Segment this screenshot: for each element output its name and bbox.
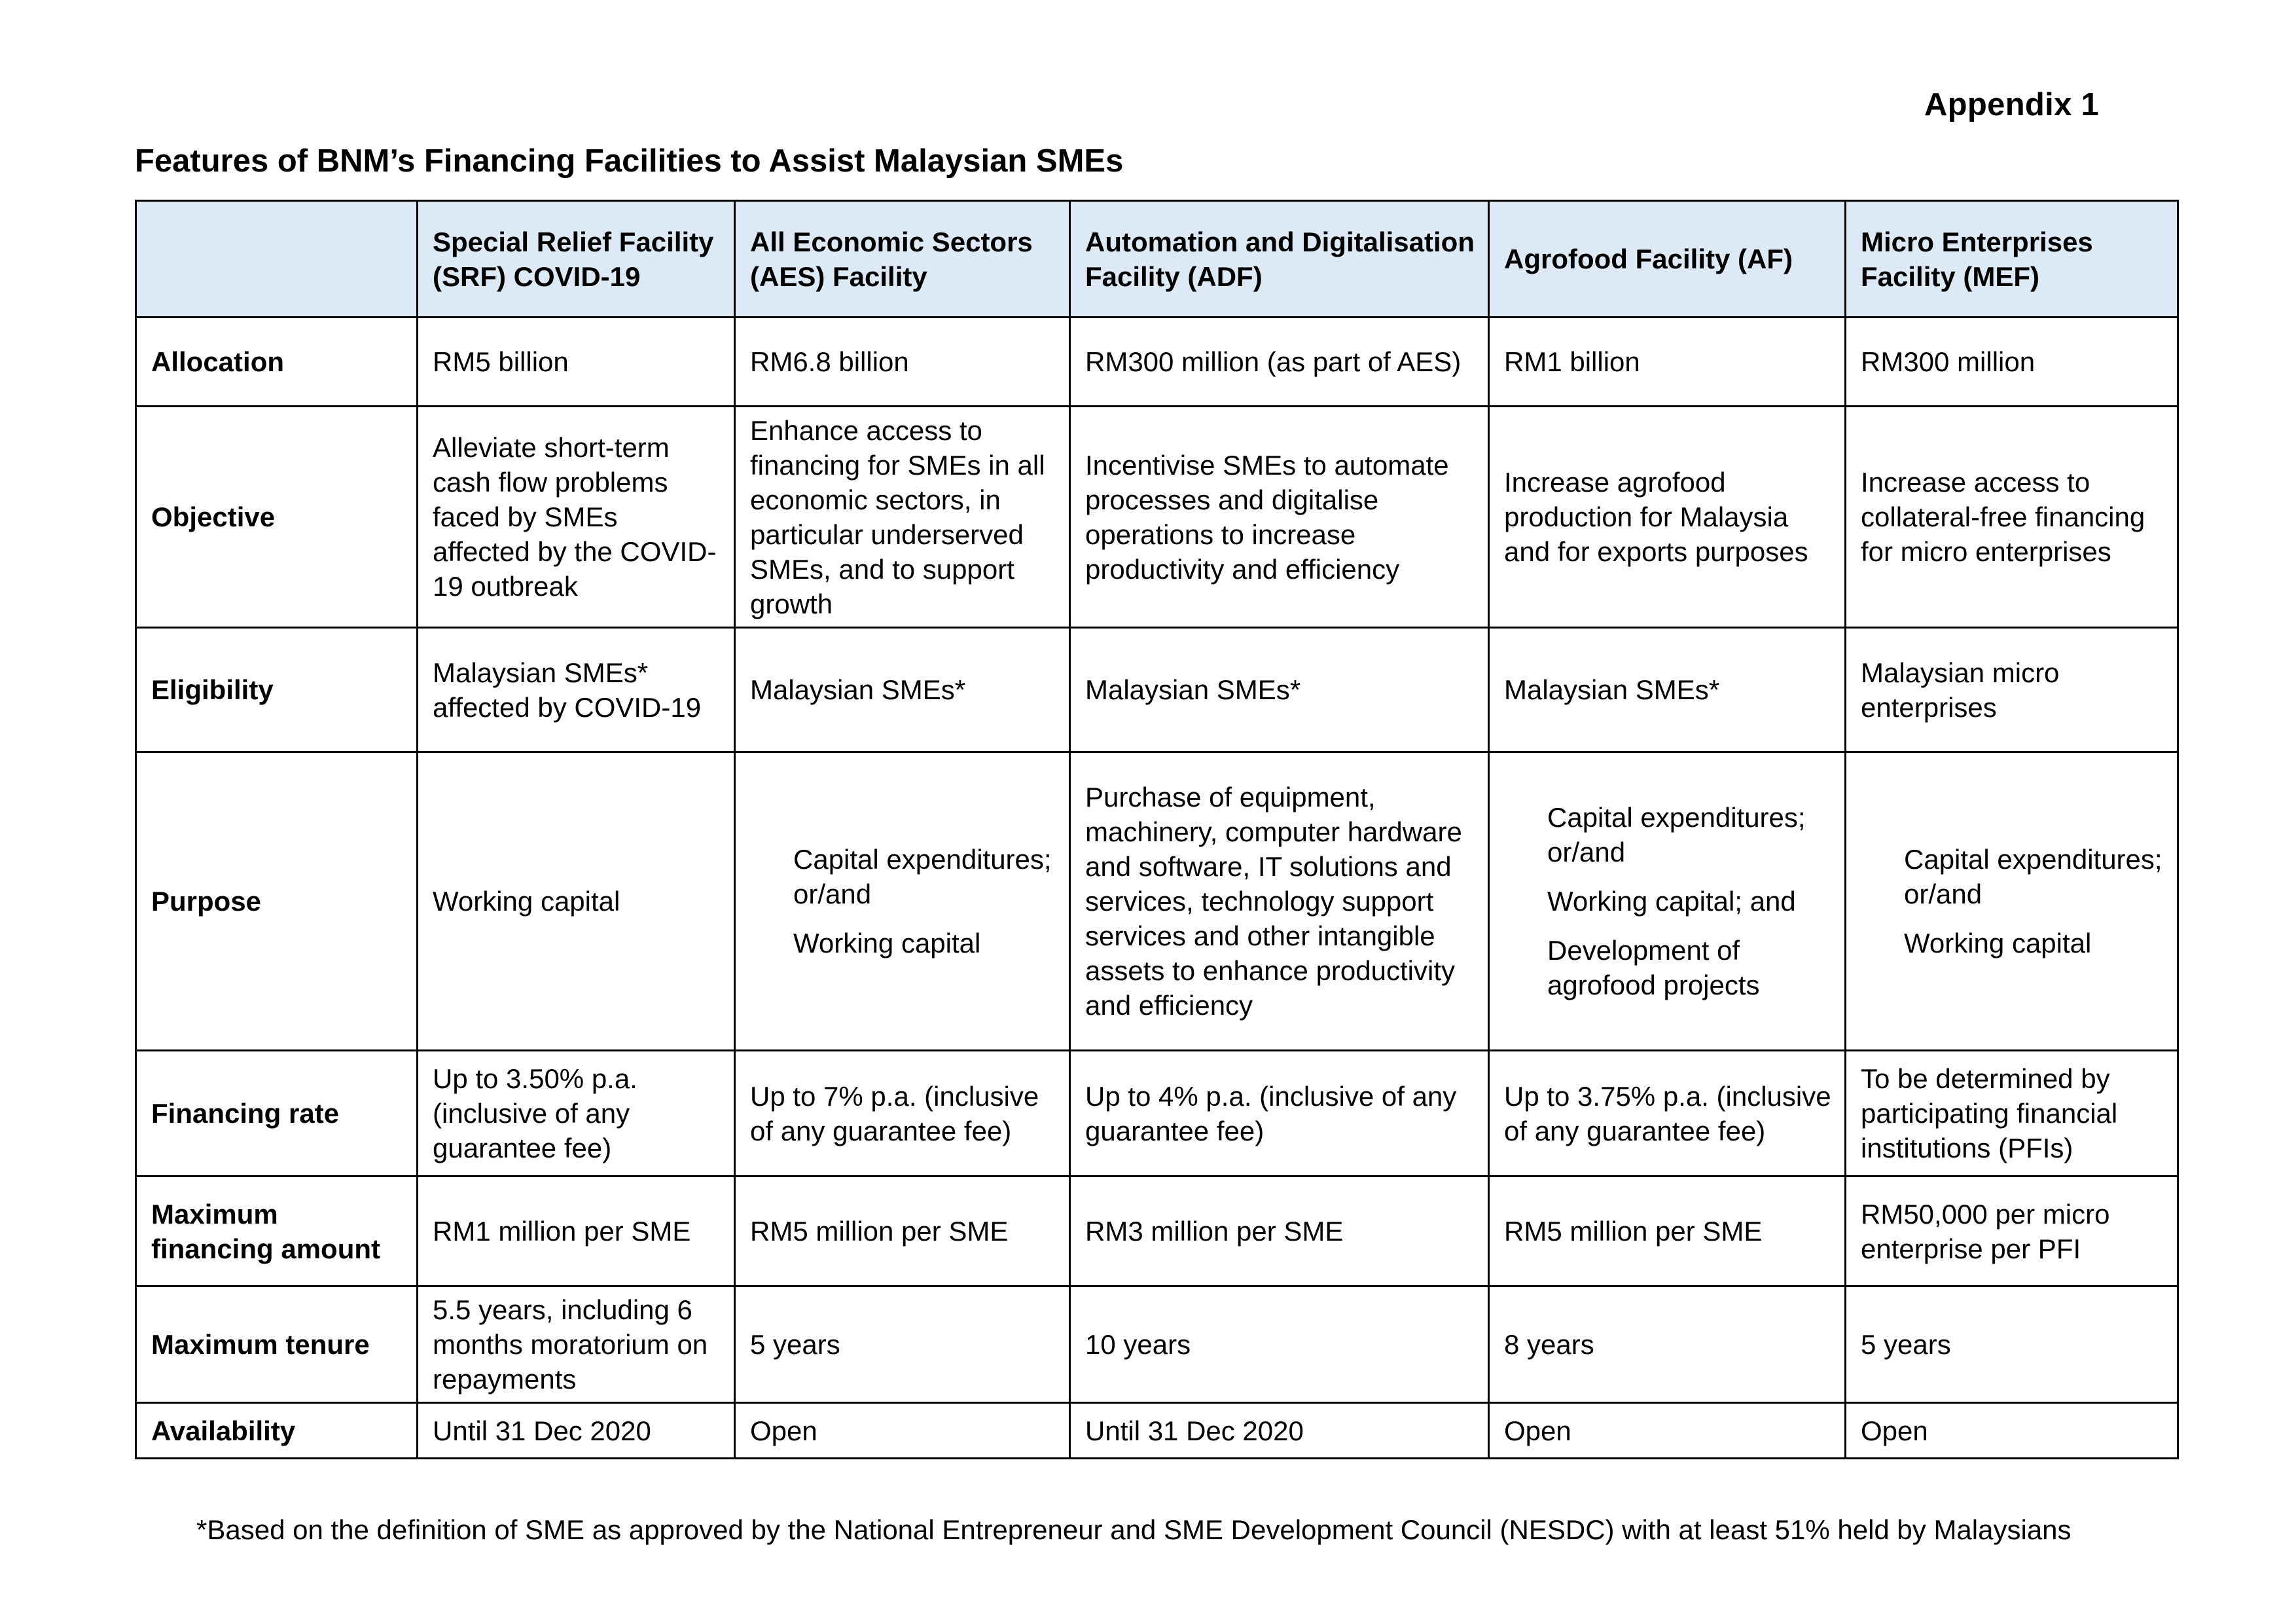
table-row-purpose [136, 752, 2178, 1051]
eligibility-mef-cell: Malaysian micro enterprises [1846, 628, 2178, 752]
column-header-adf: Automation and Digitalisation Facility (ADF) [1070, 201, 1489, 318]
table-row-max-tenure [136, 1286, 2178, 1403]
table-row-eligibility [136, 628, 2178, 752]
objective-adf-cell: Incentivise SMEs to automate processes and digitalise operations to increase productivity and efficiency [1070, 407, 1489, 628]
max-financing-af-cell: RM5 million per SME [1489, 1176, 1846, 1286]
table-header-row [136, 201, 2178, 318]
financing-rate-adf-cell: Up to 4% p.a. (inclusive of any guarantee fee) [1070, 1051, 1489, 1176]
eligibility-aes-cell: Malaysian SMEs* [735, 628, 1070, 752]
eligibility-adf-cell: Malaysian SMEs* [1070, 628, 1489, 752]
list-item: Working capital [793, 928, 981, 958]
footnote: *Based on the definition of SME as approved by the National Entrepreneur and SME Development Council (NESDC) with at least 51% held by Malaysians [196, 1514, 2072, 1545]
document-title: Features of BNM’s Financing Facilities to Assist Malaysian SMEs [135, 143, 1124, 179]
allocation-aes-cell: RM6.8 billion [735, 318, 1070, 407]
financing-rate-aes-cell: Up to 7% p.a. (inclusive of any guarantee fee) [735, 1051, 1070, 1176]
list-item: Capital expenditures; or/and [1547, 802, 1806, 867]
header-corner-cell [136, 201, 418, 318]
table-row-objective [136, 407, 2178, 628]
appendix-label: Appendix 1 [1924, 87, 2100, 122]
allocation-adf-cell: RM300 million (as part of AES) [1070, 318, 1489, 407]
row-label-max-tenure: Maximum tenure [136, 1286, 418, 1403]
table-row-allocation [136, 318, 2178, 407]
facilities-table [135, 200, 2179, 1459]
financing-rate-srf-cell: Up to 3.50% p.a. (inclusive of any guarantee fee) [418, 1051, 735, 1176]
column-header-mef: Micro Enterprises Facility (MEF) [1846, 201, 2178, 318]
max-tenure-aes-cell: 5 years [735, 1286, 1070, 1403]
availability-adf-cell: Until 31 Dec 2020 [1070, 1403, 1489, 1459]
max-financing-adf-cell: RM3 million per SME [1070, 1176, 1489, 1286]
purpose-adf-cell: Purchase of equipment, machinery, computer hardware and software, IT solutions and services, technology support services and other intangible assets to enhance productivity and efficiency [1070, 752, 1489, 1051]
table-row-financing-rate [136, 1051, 2178, 1176]
max-tenure-adf-cell: 10 years [1070, 1286, 1489, 1403]
financing-rate-af-cell: Up to 3.75% p.a. (inclusive of any guarantee fee) [1489, 1051, 1846, 1176]
purpose-aes-cell [735, 752, 1070, 1051]
max-tenure-af-cell: 8 years [1489, 1286, 1846, 1403]
availability-srf-cell: Until 31 Dec 2020 [418, 1403, 735, 1459]
column-header-af: Agrofood Facility (AF) [1489, 201, 1846, 318]
max-financing-mef-cell: RM50,000 per micro enterprise per PFI [1846, 1176, 2178, 1286]
allocation-af-cell: RM1 billion [1489, 318, 1846, 407]
purpose-srf-cell: Working capital [418, 752, 735, 1051]
column-header-aes: All Economic Sectors (AES) Facility [735, 201, 1070, 318]
row-label-availability: Availability [136, 1403, 418, 1459]
row-label-max-financing: Maximum financing amount [136, 1176, 418, 1286]
purpose-mef-list [1861, 842, 2165, 960]
allocation-mef-cell: RM300 million [1846, 318, 2178, 407]
objective-mef-cell: Increase access to collateral-free financing for micro enterprises [1846, 407, 2178, 628]
row-label-eligibility: Eligibility [136, 628, 418, 752]
availability-mef-cell: Open [1846, 1403, 2178, 1459]
objective-srf-cell: Alleviate short-term cash flow problems faced by SMEs affected by the COVID-19 outbreak [418, 407, 735, 628]
allocation-srf-cell: RM5 billion [418, 318, 735, 407]
purpose-af-cell [1489, 752, 1846, 1051]
availability-af-cell: Open [1489, 1403, 1846, 1459]
purpose-aes-list [750, 842, 1057, 960]
row-label-purpose: Purpose [136, 752, 418, 1051]
column-header-srf: Special Relief Facility (SRF) COVID-19 [418, 201, 735, 318]
availability-aes-cell: Open [735, 1403, 1070, 1459]
max-tenure-mef-cell: 5 years [1846, 1286, 2178, 1403]
max-tenure-srf-cell: 5.5 years, including 6 months moratorium on repayments [418, 1286, 735, 1403]
purpose-mef-cell [1846, 752, 2178, 1051]
row-label-allocation: Allocation [136, 318, 418, 407]
list-item: Development of agrofood projects [1547, 935, 1760, 1000]
list-item: Working capital [1904, 928, 2092, 958]
objective-aes-cell: Enhance access to financing for SMEs in all economic sectors, in particular underserved SMEs, and to support growth [735, 407, 1070, 628]
financing-rate-mef-cell: To be determined by participating financial institutions (PFIs) [1846, 1051, 2178, 1176]
row-label-objective: Objective [136, 407, 418, 628]
max-financing-srf-cell: RM1 million per SME [418, 1176, 735, 1286]
max-financing-aes-cell: RM5 million per SME [735, 1176, 1070, 1286]
eligibility-af-cell: Malaysian SMEs* [1489, 628, 1846, 752]
objective-af-cell: Increase agrofood production for Malaysia and for exports purposes [1489, 407, 1846, 628]
row-label-financing-rate: Financing rate [136, 1051, 418, 1176]
list-item: Capital expenditures; or/and [793, 844, 1052, 909]
table-row-availability [136, 1403, 2178, 1459]
eligibility-srf-cell: Malaysian SMEs* affected by COVID-19 [418, 628, 735, 752]
list-item: Capital expenditures; or/and [1904, 844, 2162, 909]
table-row-max-financing [136, 1176, 2178, 1286]
list-item: Working capital; and [1547, 886, 1796, 917]
purpose-af-list [1504, 800, 1833, 1002]
